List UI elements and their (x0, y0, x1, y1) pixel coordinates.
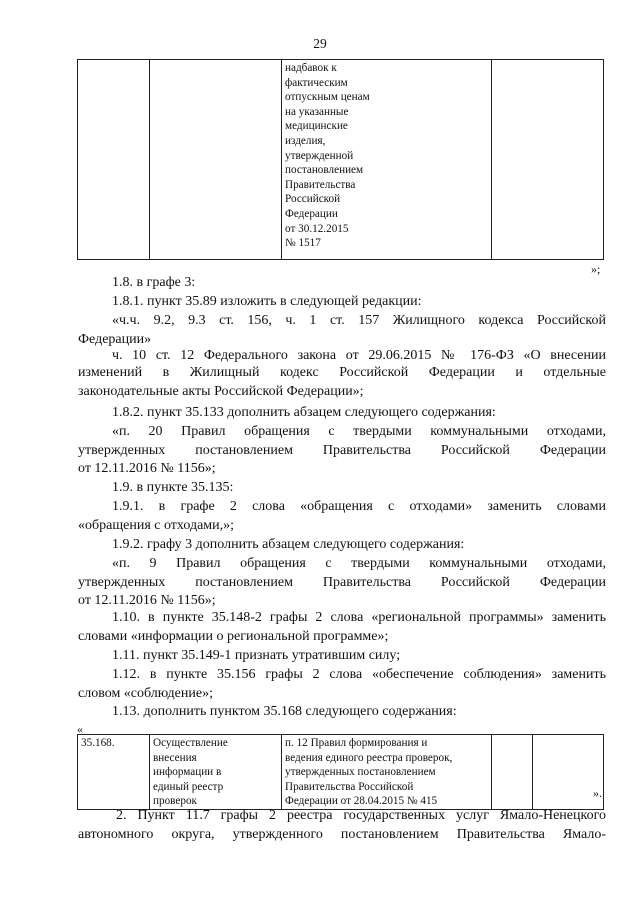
top-table-cell-line: изделия, (285, 134, 326, 147)
item-1-9-1-line-1: 1.9.1. в графе 2 слова «обращения с отходами» заменить словами (112, 499, 606, 514)
top-table (77, 59, 604, 260)
top-table-cell-4 (492, 60, 604, 260)
law-ref-line-2: изменений в Жилищный кодекс Российской Федерации и отдельные (78, 365, 606, 380)
page-number: 29 (313, 36, 327, 51)
bottom-table-open-mark: « (77, 722, 83, 736)
bottom-table-col3 (282, 735, 492, 810)
bottom-table-col2 (150, 735, 282, 810)
top-table-cell-line: отпускным ценам (285, 91, 370, 104)
law-ref-line-3: законодательные акты Российской Федерации»; (78, 384, 364, 399)
bottom-table-col2-line: Осуществление (153, 737, 228, 749)
top-table-cell-line: Федерации (285, 207, 338, 220)
top-table-cell-line: Правительства (285, 178, 356, 191)
quote-3-line-1: «п. 9 Правил обращения с твердыми коммунальными отходами, (112, 556, 606, 571)
top-table-cell-line: медицинские (285, 120, 348, 133)
item-1-8-1: 1.8.1. пункт 35.89 изложить в следующей редакции: (112, 294, 422, 309)
bottom-table-col3-text (282, 735, 491, 809)
bottom-table-col2-line: информации в (153, 766, 222, 779)
top-table-cell-line: надбавок к (285, 62, 337, 74)
top-table-closing-mark: »; (591, 262, 601, 276)
bottom-table-col2-line: проверок (153, 795, 197, 808)
top-table-cell-line: № 1517 (285, 237, 321, 250)
quote-3-line-3: от 12.11.2016 № 1156»; (78, 593, 216, 608)
item-1-9-2: 1.9.2. графу 3 дополнить абзацем следующего содержания: (112, 537, 465, 552)
item-1-9-1-line-2: «обращения с отходами,»; (78, 518, 235, 533)
bottom-table-col2-text (150, 735, 281, 809)
bottom-table-col3-line: п. 12 Правил формирования и (285, 737, 428, 749)
bottom-table-col3-line: Правительства Российской (285, 780, 414, 793)
quote-1-line-2: Федерации» (78, 332, 152, 347)
top-table-cell-3 (282, 60, 492, 260)
top-table-cell-line: утвержденной (285, 149, 354, 162)
law-ref-line-1: ч. 10 ст. 12 Федерального закона от 29.06.2015 № 176-ФЗ «О внесении (112, 348, 606, 363)
closing-line-2: автономного округа, утвержденного постановлением Правительства Ямало- (78, 827, 606, 842)
bottom-table-col3-line: утвержденных постановлением (285, 766, 436, 779)
bottom-table (77, 734, 604, 810)
item-1-9: 1.9. в пункте 35.135: (112, 480, 234, 495)
bottom-table-num: 35.168. (81, 737, 115, 749)
quote-2-line-2: утвержденных постановлением Правительства Российской Федерации (78, 443, 606, 458)
quote-3-line-2: утвержденных постановлением Правительства Российской Федерации (78, 575, 606, 590)
item-1-10-line-1: 1.10. в пункте 35.148-2 графы 2 слова «региональной программы» заменить (112, 610, 606, 625)
top-table-cell-1 (78, 60, 150, 260)
top-table-cell-line: Российской (285, 193, 341, 206)
bottom-table-col3-line: ведения единого реестра проверок, (285, 751, 453, 764)
quote-1-line-1: «ч.ч. 9.2, 9.3 ст. 156, ч. 1 ст. 157 Жилищного кодекса Российской (112, 313, 606, 328)
item-1-11: 1.11. пункт 35.149-1 признать утратившим силу; (112, 648, 401, 663)
item-1-8: 1.8. в графе 3: (112, 275, 196, 290)
quote-2-line-1: «п. 20 Правил обращения с твердыми коммунальными отходами, (112, 424, 606, 439)
closing-line-1: 2. Пункт 11.7 графы 2 реестра государственных услуг Ямало-Ненецкого (116, 808, 606, 823)
item-1-12-line-1: 1.12. в пункте 35.156 графы 2 слова «обеспечение соблюдения» заменить (112, 667, 606, 682)
bottom-table-col2-line: внесения (153, 751, 197, 764)
top-table-cell-line: постановлением (285, 164, 364, 177)
bottom-table-closing-mark: ». (593, 786, 602, 800)
item-1-8-2: 1.8.2. пункт 35.133 дополнить абзацем следующего содержания: (112, 405, 496, 420)
item-1-12-line-2: словом «соблюдение»; (78, 686, 213, 701)
bottom-table-col2-line: единый реестр (153, 780, 224, 793)
bottom-table-col4 (492, 735, 533, 810)
item-1-10-line-2: словами «информации о региональной программе»; (78, 629, 389, 644)
top-table-cell-3-text (282, 60, 491, 251)
top-table-cell-line: на указанные (285, 105, 349, 118)
top-table-cell-line: от 30.12.2015 (285, 222, 349, 235)
bottom-table-col3-line: Федерации от 28.04.2015 № 415 (285, 795, 438, 808)
top-table-cell-line: фактическим (285, 76, 348, 89)
quote-2-line-3: от 12.11.2016 № 1156»; (78, 461, 216, 476)
bottom-table-num-cell (78, 735, 150, 810)
item-1-13: 1.13. дополнить пунктом 35.168 следующего содержания: (112, 704, 457, 719)
top-table-cell-2 (150, 60, 282, 260)
